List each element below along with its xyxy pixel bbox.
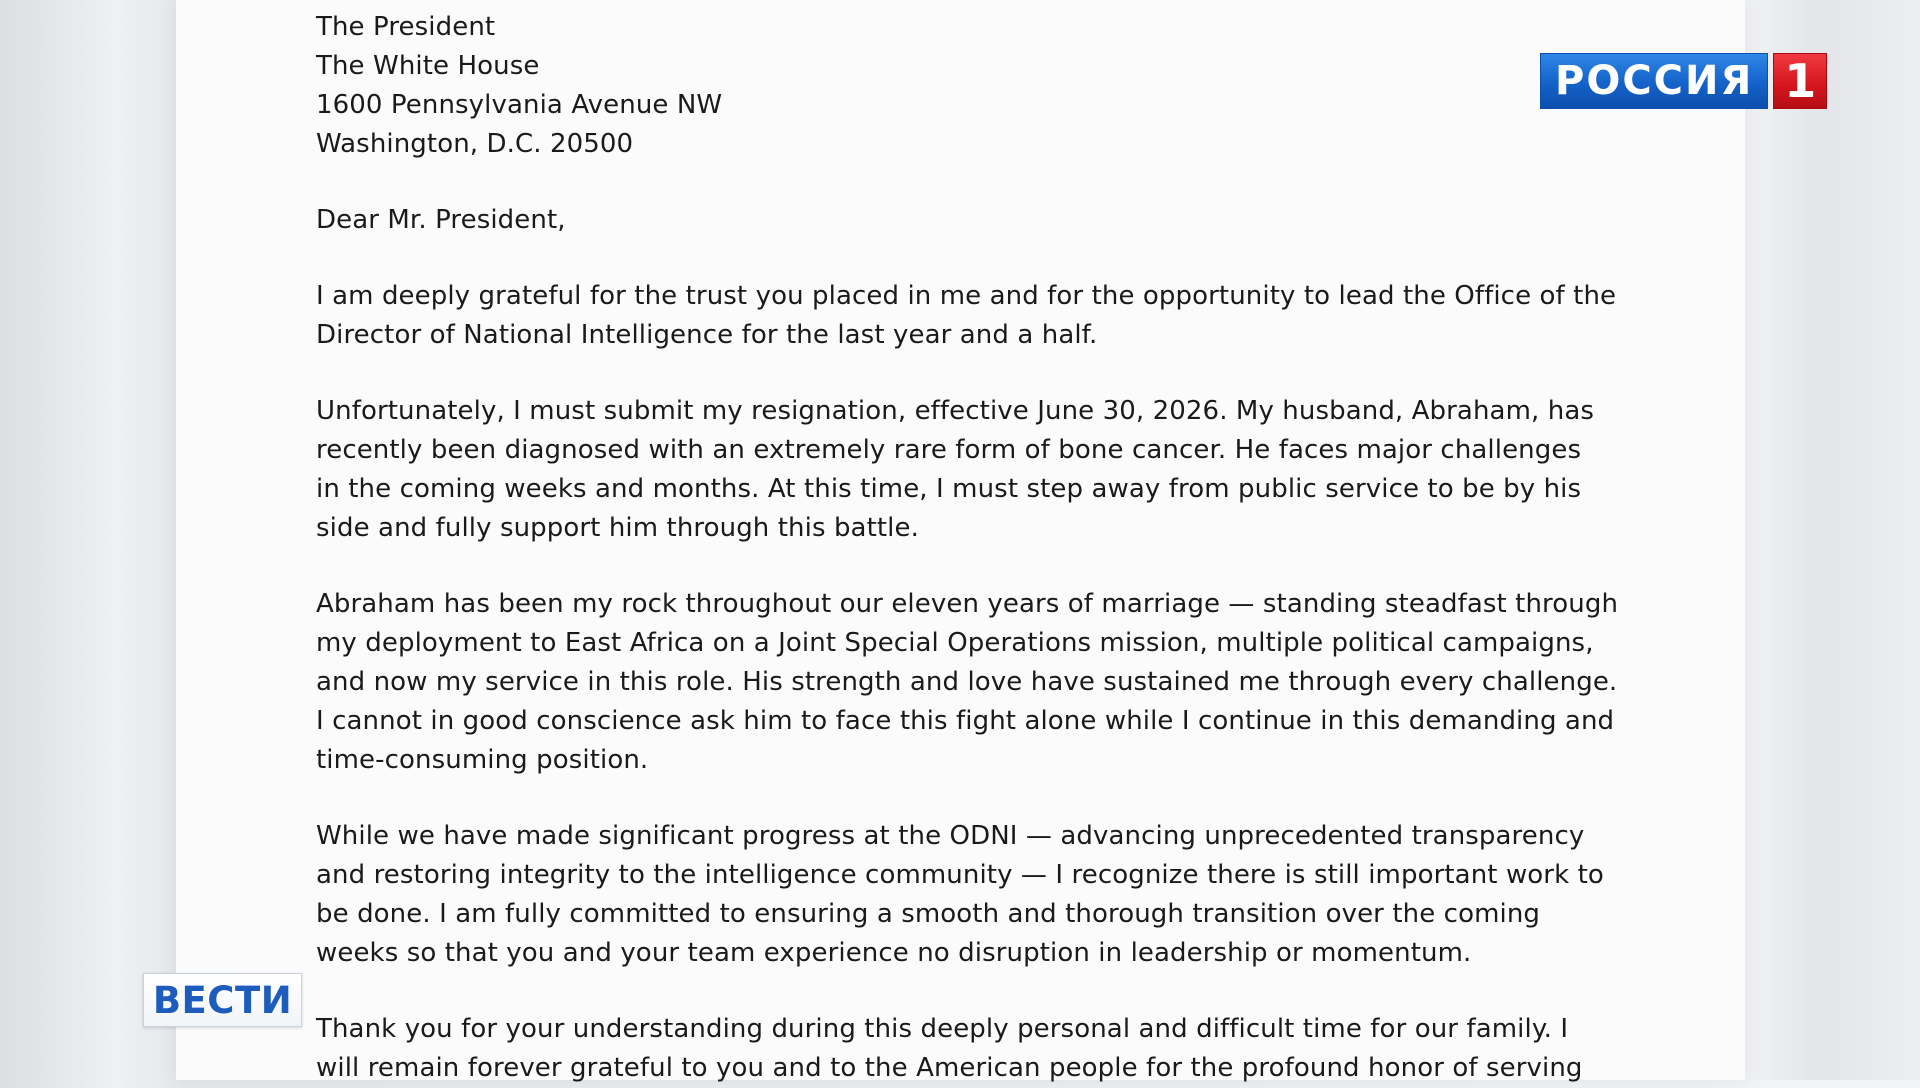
- salutation: Dear Mr. President,: [316, 205, 566, 235]
- paragraph-gratitude: [316, 277, 1636, 355]
- paragraph-line: I cannot in good conscience ask him to face this fight alone while I continue in this demanding and: [316, 706, 1615, 736]
- paragraph-thanks: [316, 1010, 1636, 1088]
- address-line: Washington, D.C. 20500: [316, 129, 634, 159]
- paragraph-line: my deployment to East Africa on a Joint Special Operations mission, multiple political campaigns,: [316, 628, 1594, 658]
- vesti-logo: [143, 973, 302, 1027]
- address-line: The White House: [316, 51, 540, 81]
- paragraph-line: recently been diagnosed with an extremely rare form of bone cancer. He faces major challenges: [316, 435, 1582, 465]
- paragraph-line: time-consuming position.: [316, 745, 649, 775]
- paragraph-line: and restoring integrity to the intelligence community — I recognize there is still important work to: [316, 860, 1604, 890]
- russia-1-logo: [1540, 53, 1827, 109]
- paragraph-transition: [316, 817, 1636, 973]
- channel-logo-number: 1: [1773, 53, 1827, 109]
- paragraph-line: While we have made significant progress at the ODNI — advancing unprecedented transparency: [316, 821, 1585, 851]
- channel-logo-word: РОССИЯ: [1540, 53, 1768, 109]
- paragraph-line: be done. I am fully committed to ensuring a smooth and thorough transition over the coming: [316, 899, 1541, 929]
- paragraph-line: I am deeply grateful for the trust you placed in me and for the opportunity to lead the Office of the: [316, 281, 1617, 311]
- address-line: The President: [316, 12, 496, 42]
- letter-body: [316, 8, 1636, 1088]
- paragraph-line: Unfortunately, I must submit my resignation, effective June 30, 2026. My husband, Abraham, has: [316, 396, 1594, 426]
- program-logo-word: ВЕСТИ: [152, 978, 293, 1022]
- paragraph-line: Thank you for your understanding during this deeply personal and difficult time for our family. I: [316, 1014, 1569, 1044]
- paragraph-family: [316, 585, 1636, 780]
- paragraph-line: weeks so that you and your team experience no disruption in leadership or momentum.: [316, 938, 1472, 968]
- paragraph-line: and now my service in this role. His strength and love have sustained me through every challenge.: [316, 667, 1618, 697]
- paragraph-line: Director of National Intelligence for the last year and a half.: [316, 320, 1098, 350]
- address-line: 1600 Pennsylvania Avenue NW: [316, 90, 723, 120]
- paragraph-line: side and fully support him through this battle.: [316, 513, 919, 543]
- paragraph-resignation: [316, 392, 1636, 548]
- background-right: [1745, 0, 1920, 1080]
- paragraph-line: will remain forever grateful to you and to the American people for the profound honor of serving: [316, 1053, 1583, 1083]
- recipient-address: [316, 8, 1636, 164]
- paragraph-line: in the coming weeks and months. At this time, I must step away from public service to be by his: [316, 474, 1582, 504]
- paragraph-line: Abraham has been my rock throughout our eleven years of marriage — standing steadfast through: [316, 589, 1619, 619]
